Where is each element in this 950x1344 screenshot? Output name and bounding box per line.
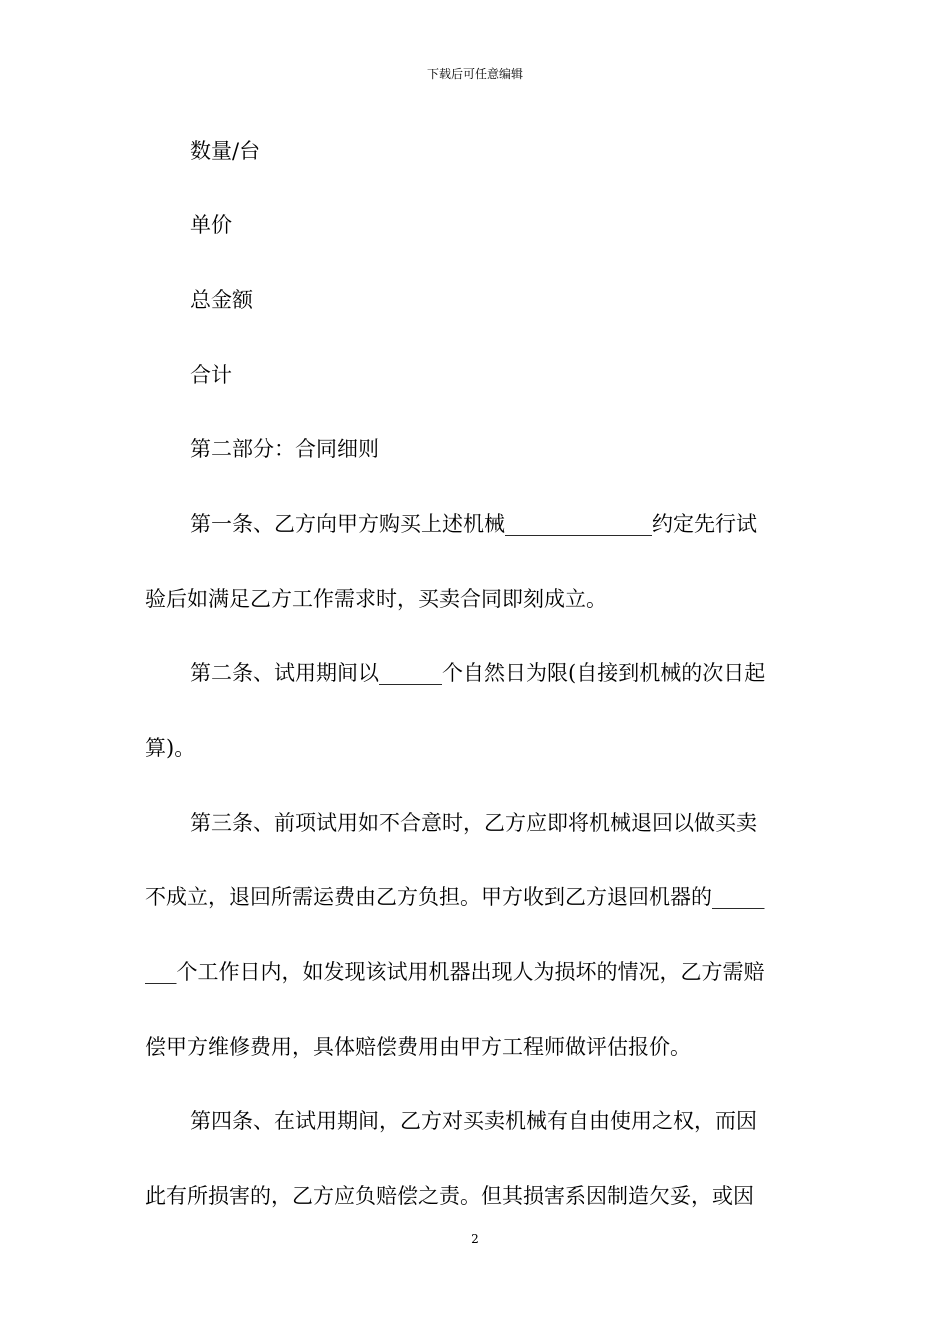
paragraph-line: 算)。 bbox=[145, 736, 196, 760]
paragraph-line: 偿甲方维修费用，具体赔偿费用由甲方工程师做评估报价。 bbox=[145, 1035, 691, 1059]
paragraph-line: 第三条、前项试用如不合意时，乙方应即将机械退回以做买卖 bbox=[190, 811, 757, 835]
paragraph-line: 验后如满足乙方工作需求时，买卖合同即刻成立。 bbox=[145, 587, 607, 611]
page-number: 2 bbox=[471, 1232, 479, 1246]
page-header: 下载后可任意编辑 bbox=[426, 67, 523, 81]
text-line-total-amount: 总金额 bbox=[190, 288, 253, 312]
text-line-sum: 合计 bbox=[190, 363, 232, 387]
paragraph-line: 第二条、试用期间以______个自然日为限(自接到机械的次日起 bbox=[190, 661, 766, 685]
text-line-unit-price: 单价 bbox=[190, 213, 232, 237]
paragraph-line: ___个工作日内，如发现该试用机器出现人为损坏的情况，乙方需赔 bbox=[145, 960, 765, 984]
text-line-quantity: 数量/台 bbox=[190, 139, 261, 163]
paragraph-line: 第四条、在试用期间，乙方对买卖机械有自由使用之权，而因 bbox=[190, 1109, 757, 1133]
paragraph-line: 不成立，退回所需运费由乙方负担。甲方收到乙方退回机器的_____ bbox=[145, 885, 765, 909]
paragraph-line: 此有所损害的，乙方应负赔偿之责。但其损害系因制造欠妥，或因 bbox=[145, 1184, 754, 1208]
paragraph-line: 第一条、乙方向甲方购买上述机械______________约定先行试 bbox=[190, 512, 757, 536]
section-heading: 第二部分：合同细则 bbox=[190, 437, 379, 461]
